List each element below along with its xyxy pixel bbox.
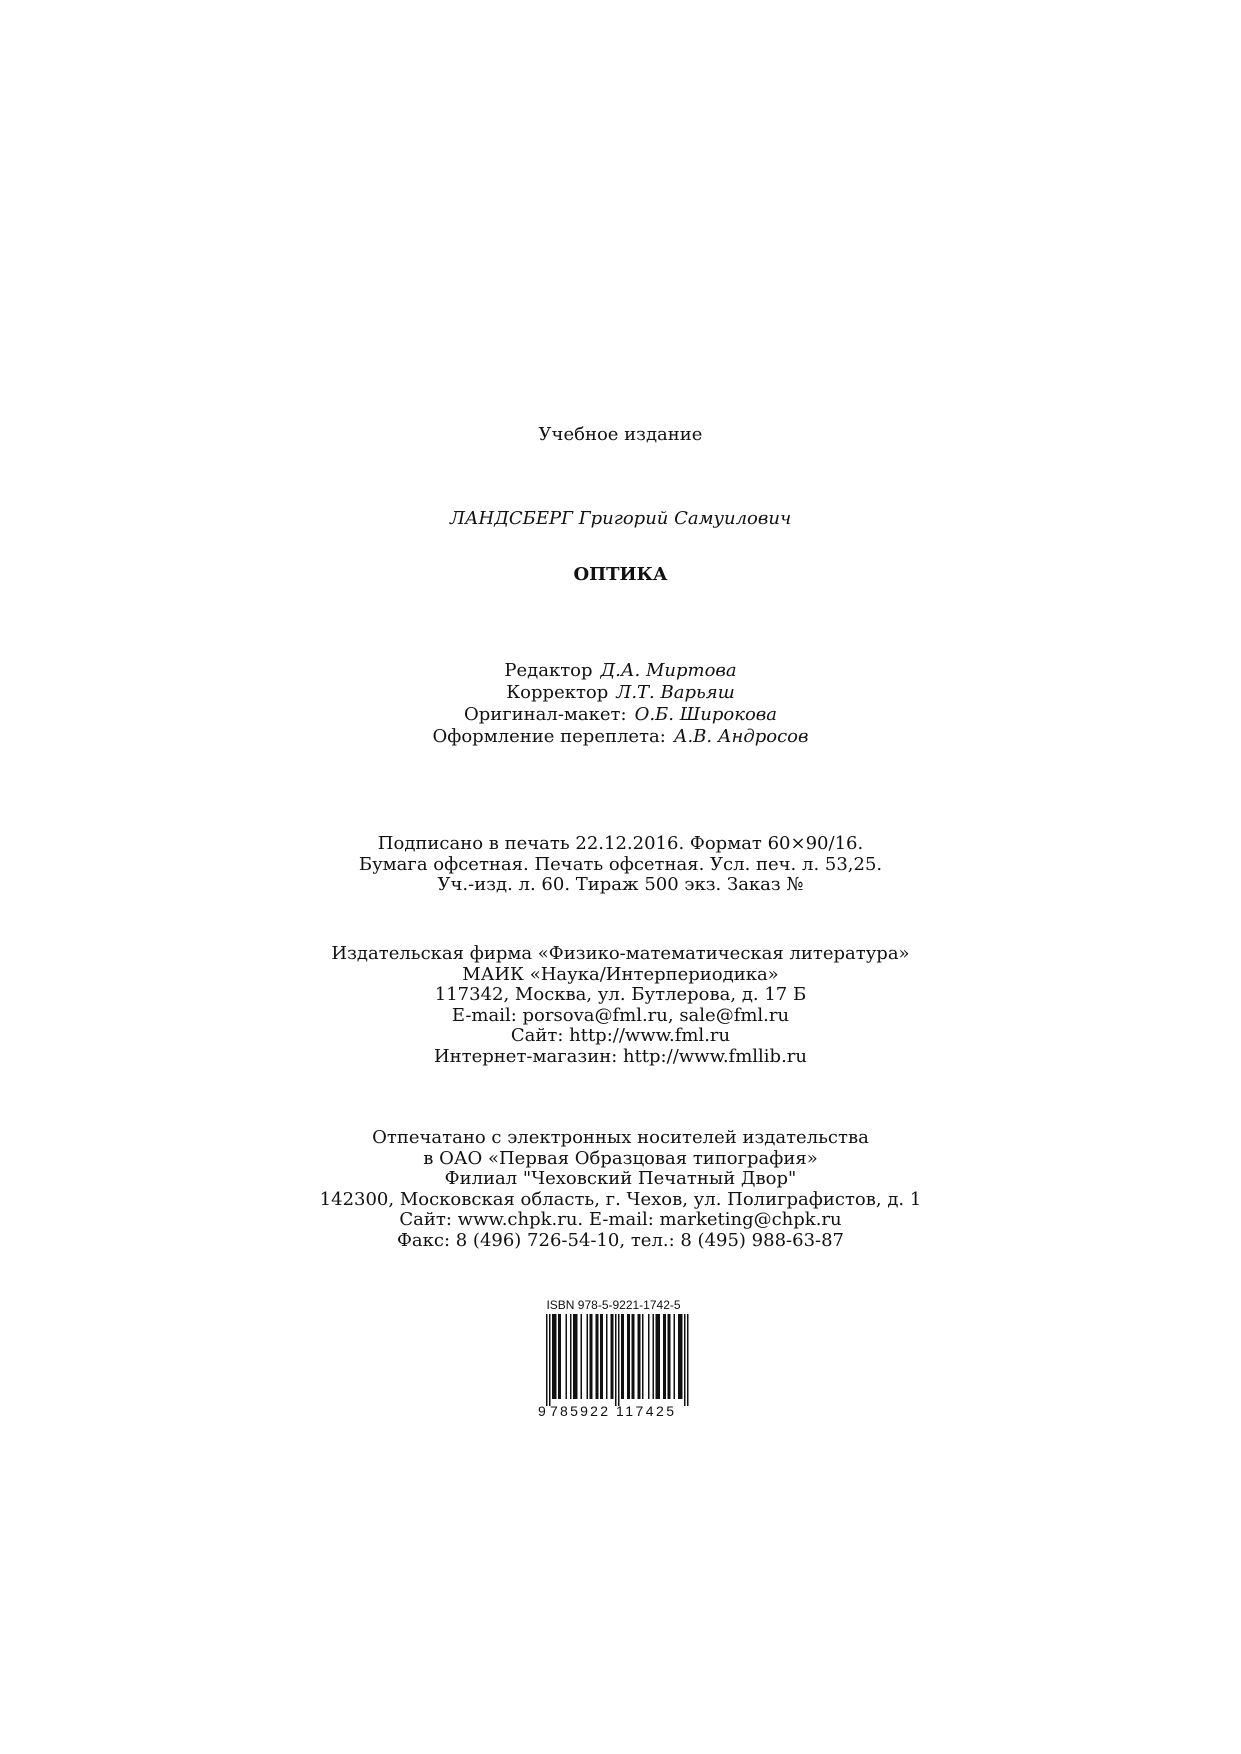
- barcode-bar: [606, 1314, 608, 1399]
- barcode-bar: [611, 1314, 613, 1399]
- print-info-line: Уч.-изд. л. 60. Тираж 500 экз. Заказ №: [437, 874, 804, 895]
- barcode-bar: [656, 1314, 658, 1399]
- barcode-bar: [681, 1314, 683, 1399]
- barcode-bar: [558, 1314, 560, 1399]
- printer-line: Факс: 8 (496) 726-54-10, тел.: 8 (495) 988-63-87: [396, 1229, 845, 1251]
- barcode-bar: [632, 1314, 634, 1399]
- credit-editor: [0, 660, 1241, 682]
- barcode-bar: [678, 1314, 680, 1399]
- barcode-digit-first: 9: [538, 1403, 546, 1419]
- barcode-bar: [629, 1314, 631, 1399]
- printer-line: в ОАО «Первая Образцовая типография»: [423, 1147, 818, 1169]
- publisher-line: Интернет-магазин: http://www.fmllib.ru: [433, 1045, 808, 1067]
- printer-line: 142300, Московская область, г. Чехов, ул. Полиграфистов, д. 1: [319, 1188, 922, 1210]
- credit-role: Оформление переплета:: [432, 726, 666, 747]
- printer-line: Отпечатано с электронных носителей издательства: [372, 1127, 869, 1148]
- publisher-line: МАИК «Наука/Интерпериодика»: [462, 963, 779, 985]
- barcode-bar: [665, 1314, 667, 1399]
- printer-block: [0, 1128, 1241, 1251]
- barcode-bar: [590, 1314, 592, 1399]
- barcode-digit-group1: 785922: [550, 1403, 608, 1419]
- barcode-bar: [597, 1314, 599, 1399]
- barcode-bar: [621, 1314, 623, 1399]
- barcode-bar: [552, 1314, 554, 1399]
- barcode-bar: [638, 1314, 640, 1399]
- barcode-bar: [576, 1314, 578, 1399]
- barcode-bar: [575, 1314, 577, 1399]
- barcode-bar: [648, 1314, 650, 1399]
- credit-name: Д.А. Миртова: [600, 660, 737, 681]
- barcode-bar: [618, 1314, 620, 1406]
- barcode-bar: [596, 1314, 598, 1399]
- credit-role: Корректор: [506, 682, 609, 703]
- isbn-label: ISBN 978-5-9221-1742-5: [546, 1298, 681, 1312]
- barcode-bar: [581, 1314, 583, 1399]
- barcode-bar: [627, 1314, 629, 1399]
- barcode-bar: [633, 1314, 635, 1399]
- barcode-bar: [566, 1314, 568, 1399]
- barcode-bar: [653, 1314, 655, 1399]
- barcode-bar: [560, 1314, 562, 1399]
- barcode-bar: [687, 1314, 689, 1406]
- barcode-bar: [663, 1314, 665, 1399]
- barcode-bar: [587, 1314, 589, 1399]
- barcode-bar: [642, 1314, 644, 1399]
- barcode-bar: [602, 1314, 604, 1399]
- book-title: ОПТИКА: [573, 564, 668, 585]
- publisher-line: Сайт: http://www.fml.ru: [510, 1025, 731, 1046]
- barcode-bar: [623, 1314, 625, 1399]
- publisher-line: Издательская фирма «Физико-математическая литература»: [331, 943, 910, 964]
- barcode-bar: [573, 1314, 575, 1399]
- barcode-bar: [555, 1314, 557, 1399]
- printer-line: Филиал "Чеховский Печатный Двор": [444, 1168, 797, 1189]
- barcode-bar: [657, 1314, 659, 1399]
- print-info-line: Бумага офсетная. Печать офсетная. Усл. печ. л. 53,25.: [358, 853, 883, 875]
- author-name: ЛАНДСБЕРГ Григорий Самуилович: [449, 508, 792, 529]
- credit-name: А.В. Андросов: [673, 726, 809, 747]
- barcode-bar: [591, 1314, 593, 1399]
- barcode-bar: [615, 1314, 617, 1406]
- credit-role: Редактор: [504, 660, 593, 681]
- barcode-bar: [684, 1314, 686, 1406]
- barcode-bar: [570, 1314, 572, 1399]
- barcode-bar: [554, 1314, 556, 1399]
- barcode-bar: [546, 1314, 548, 1406]
- barcode-bar: [680, 1314, 682, 1399]
- credit-name: Л.Т. Варьяш: [616, 682, 735, 703]
- credits-block: [0, 660, 1241, 748]
- barcode-bar: [549, 1314, 551, 1406]
- barcode-digit-group2: 117425: [616, 1403, 674, 1419]
- barcode-bar: [669, 1314, 671, 1399]
- barcode-bar: [659, 1314, 661, 1399]
- barcode-bar: [600, 1314, 602, 1399]
- barcode-bar: [668, 1314, 670, 1399]
- barcode-bar: [639, 1314, 641, 1399]
- barcode-bar: [612, 1314, 614, 1399]
- print-info-line: Подписано в печать 22.12.2016. Формат 60×90/16.: [377, 833, 864, 854]
- publisher-line: E-mail: porsova@fml.ru, sale@fml.ru: [451, 1004, 790, 1026]
- credit-role: Оригинал-макет:: [463, 704, 627, 725]
- edition-type: Учебное издание: [538, 424, 703, 445]
- credit-name: О.Б. Широкова: [634, 704, 778, 725]
- credit-layout: [0, 704, 1241, 726]
- publisher-block: [0, 944, 1241, 1067]
- publisher-line: 117342, Москва, ул. Бутлерова, д. 17 Б: [434, 984, 807, 1005]
- isbn-barcode: [536, 1298, 691, 1424]
- barcode-bar: [674, 1314, 676, 1399]
- print-info-block: [0, 834, 1241, 896]
- credit-cover-design: [0, 726, 1241, 748]
- barcode-icon: [536, 1312, 691, 1420]
- credit-proofreader: [0, 682, 1241, 704]
- printer-line: Сайт: www.chpk.ru. E-mail: marketing@chpk.ru: [399, 1209, 842, 1230]
